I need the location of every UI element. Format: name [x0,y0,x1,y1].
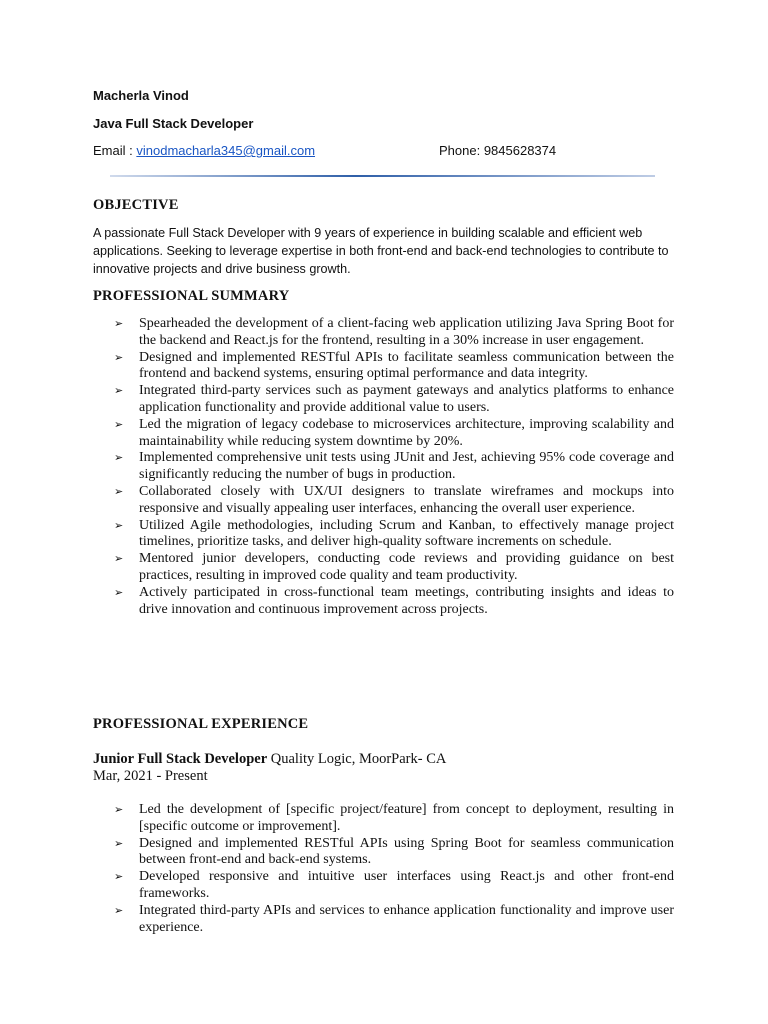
arrow-bullet-icon: ➢ [114,803,124,816]
email-line [93,143,315,158]
experience-heading: PROFESSIONAL EXPERIENCE [93,716,309,732]
job-company: Quality Logic, MoorPark- CA [270,751,447,767]
objective-heading: OBJECTIVE [93,197,179,213]
arrow-bullet-icon: ➢ [114,451,124,465]
phone-number: Phone: 9845628374 [439,143,557,158]
list-item [114,316,674,350]
list-item-text: Designed and implemented RESTful APIs to facilitate seamless communication between the frontend and backend systems, ensuring optimal performance and data integrity. [139,349,674,382]
list-item-text: Integrated third-party APIs and services to enhance application functionality and improve user experience. [139,902,674,935]
candidate-name: Macherla Vinod [93,88,189,103]
list-item [114,518,674,552]
list-item [114,383,674,417]
list-item [114,417,674,451]
arrow-bullet-icon: ➢ [114,350,124,364]
list-item-text: Actively participated in cross-functional team meetings, contributing insights and ideas to drive innovation and continuous improvement across projects. [139,584,674,617]
list-item [114,836,674,870]
list-item [114,869,674,903]
arrow-bullet-icon: ➢ [114,518,124,532]
list-item-text: Utilized Agile methodologies, including Scrum and Kanban, to effectively manage project timelines, prioritize tasks, and deliver high-quality software increments on schedule. [139,517,674,550]
list-item-text: Designed and implemented RESTful APIs using Spring Boot for seamless communication between front-end and back-end systems. [139,835,674,868]
summary-heading: PROFESSIONAL SUMMARY [93,288,290,304]
list-item-text: Developed responsive and intuitive user interfaces using React.js and other front-end frameworks. [139,869,674,901]
list-item [114,484,674,518]
list-item [114,350,674,384]
email-link[interactable]: vinodmacharla345@gmail.com [136,143,316,158]
list-item-text: Collaborated closely with UX/UI designers to translate wireframes and mockups into responsive and visually appealing user interfaces, enhancing the overall user experience. [139,483,674,516]
arrow-bullet-icon: ➢ [114,836,124,850]
job-header [93,751,446,768]
arrow-bullet-icon: ➢ [114,552,124,566]
list-item-text: Spearheaded the development of a client-facing web application utilizing Java Spring Boot for the backend and React.js for the frontend, resulting in a 30% increase in user engagement. [139,316,674,348]
list-item-text: Implemented comprehensive unit tests using JUnit and Jest, achieving 95% code coverage and significantly reducing the number of bugs in production. [139,450,674,483]
list-item-text: Mentored junior developers, conducting code reviews and providing guidance on best practices, resulting in improved code quality and team productivity. [139,551,674,583]
list-item-text: Led the migration of legacy codebase to microservices architecture, improving scalability and maintainability while reducing system downtime by 20%. [139,416,674,449]
job-title: Junior Full Stack Developer [93,751,268,767]
email-label: Email : [93,143,133,158]
arrow-bullet-icon: ➢ [114,317,124,330]
arrow-bullet-icon: ➢ [114,585,124,599]
objective-text: A passionate Full Stack Developer with 9 years of experience in building scalable and efficient web applications. Seeking to leverage expertise in both front-end and back-end technologies to contribute to innovative projects and drive business growth. [93,226,669,276]
list-item [114,903,674,937]
arrow-bullet-icon: ➢ [114,870,124,884]
list-item [114,551,674,585]
arrow-bullet-icon: ➢ [114,384,124,398]
job-title-header: Java Full Stack Developer [93,116,254,131]
list-item-text: Led the development of [specific project/feature] from concept to deployment, resulting in [specific outcome or improvement]. [139,802,674,834]
list-item [114,450,674,484]
list-item [114,585,674,619]
arrow-bullet-icon: ➢ [114,903,124,917]
experience-list [114,802,674,936]
list-item [114,802,674,836]
summary-list [114,316,674,618]
arrow-bullet-icon: ➢ [114,484,124,498]
list-item-text: Integrated third-party services such as payment gateways and analytics platforms to enhance application functionality and provide additional value to users. [139,383,674,415]
job-date: Mar, 2021 - Present [93,768,208,784]
header-divider [110,175,655,177]
arrow-bullet-icon: ➢ [114,417,124,431]
